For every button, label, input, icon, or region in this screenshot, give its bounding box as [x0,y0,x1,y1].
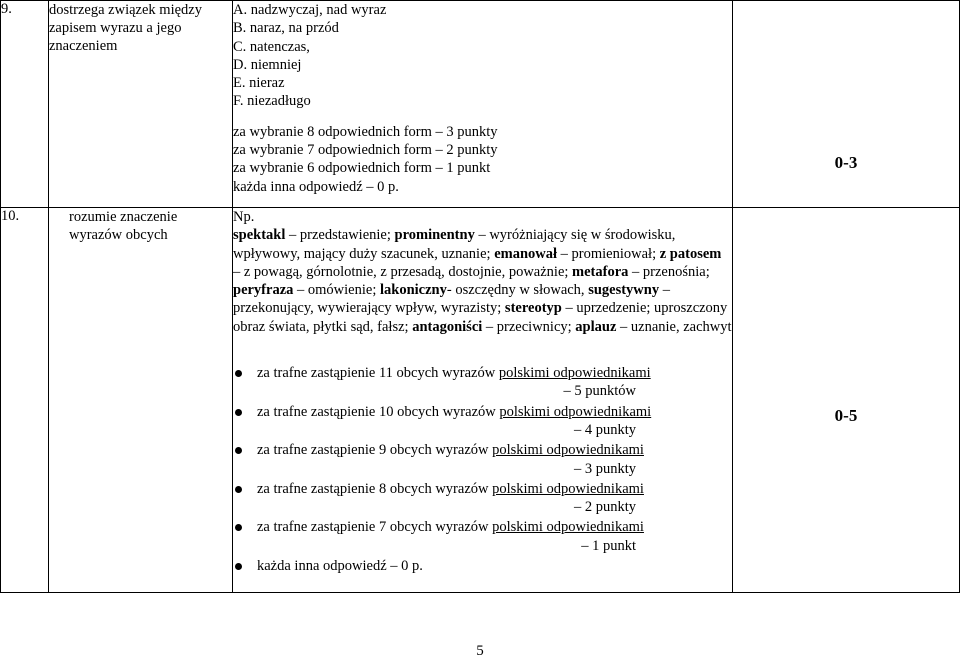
definition-text: – omówienie; [293,282,380,299]
underlined-text: polskimi odpowiednikami [498,365,651,382]
option-item: C. natenczas, [233,38,310,55]
points-value: – 4 punkty [573,421,636,438]
scoring-rule [257,441,732,459]
definition-text: – promieniował; [557,245,660,262]
scoring-rule: za wybranie 7 odpowiednich form – 2 punkty [233,142,498,159]
definition-text: – przenośnia; [628,263,710,280]
task-answer [233,208,733,593]
score-range: 0-3 [733,1,960,208]
points-value: – 3 punkty [573,460,636,477]
points-value: – 1 punkt [581,537,636,554]
foreign-term: stereotyp [504,300,562,317]
foreign-term: spektakl [233,227,286,244]
definition-text: – uznanie, zachwyt [616,318,732,335]
answer-options [233,1,732,111]
foreign-term: aplauz [575,318,617,335]
definition-text: – przekonujący, wywierający wpływ, wyrazisty; [233,282,670,317]
task-criterion: rozumie znaczenie wyrazów obcych [49,208,233,593]
underlined-text: polskimi odpowiednikami [492,480,644,497]
example-text [233,226,732,336]
option-item: F. niezadługo [233,93,311,110]
list-item [233,403,732,440]
rule-text: za trafne zastąpienie 10 obcych wyrazów [257,403,500,420]
rule-text: za trafne zastąpienie 9 obcych wyrazów [257,442,493,459]
scoring-rule: za wybranie 6 odpowiednich form – 1 punkt [233,160,491,177]
example-label: Np. [233,209,255,225]
foreign-term: prominentny [394,227,475,244]
definition-text: – uprzedzenie; uproszczony obraz świata, płytki sąd, fałsz; [233,300,728,335]
list-item [233,480,732,517]
list-item [233,441,732,478]
scoring-rule: za wybranie 8 odpowiednich form – 3 punkty [233,123,498,140]
scoring-rule [257,403,732,421]
underlined-text: polskimi odpowiednikami [492,519,644,536]
foreign-term: lakoniczny [379,282,447,299]
task-number: 9. [1,1,49,208]
foreign-term: emanował [494,245,558,262]
scoring-rule: każda inna odpowiedź – 0 p. [233,178,399,195]
foreign-term: peryfraza [233,282,294,299]
list-item [233,518,732,555]
foreign-term: metafora [572,263,629,280]
underlined-text: polskimi odpowiednikami [492,442,644,459]
definition-text: – z powagą, górnolotnie, z przesadą, dostojnie, poważnie; [233,263,573,280]
bullet-icon [235,486,242,493]
bullet-icon [235,409,242,416]
rule-text: każda inna odpowiedź – 0 p. [257,558,423,575]
bullet-icon [235,524,242,531]
scoring-rule [257,364,732,382]
definition-text: – przeciwnicy; [482,318,576,335]
task-number: 10. [1,208,49,593]
rule-text: za trafne zastąpienie 11 obcych wyrazów [257,365,499,382]
definition-text: – wyróżniający się w środowisku, wpływowy, mający duży szacunek, uznanie; [233,227,676,262]
bullet-icon [235,563,242,570]
table-row [1,208,960,593]
option-item: E. nieraz [233,75,285,92]
option-item: A. nadzwyczaj, nad wyraz [233,2,387,18]
foreign-term: sugestywny [588,282,660,299]
definition-text: - oszczędny w słowach, [446,282,589,299]
scoring-rule [257,480,732,498]
rule-text: za trafne zastąpienie 8 obcych wyrazów [257,480,493,497]
bullet-icon [235,447,242,454]
score-range: 0-5 [733,208,960,593]
list-item [233,557,732,575]
scoring-rules [233,123,732,196]
foreign-term: z patosem [659,245,722,262]
scoring-rule [257,518,732,536]
rule-text: za trafne zastąpienie 7 obcych wyrazów [257,519,493,536]
page-number: 5 [476,643,484,659]
scoring-list [233,364,732,575]
task-criterion: dostrzega związek między zapisem wyrazu a jego znaczeniem [49,1,233,208]
points-value: – 5 punktów [563,383,636,400]
task-answer [233,1,733,208]
scoring-rule [257,557,732,575]
points-value: – 2 punkty [573,499,636,516]
definition-text: – przedstawienie; [285,227,395,244]
table-row [1,1,960,208]
list-item [233,364,732,401]
foreign-term: antagoniści [412,318,483,335]
underlined-text: polskimi odpowiednikami [499,403,652,420]
bullet-icon [235,370,242,377]
option-item: D. niemniej [233,56,302,73]
option-item: B. naraz, na przód [233,20,339,37]
